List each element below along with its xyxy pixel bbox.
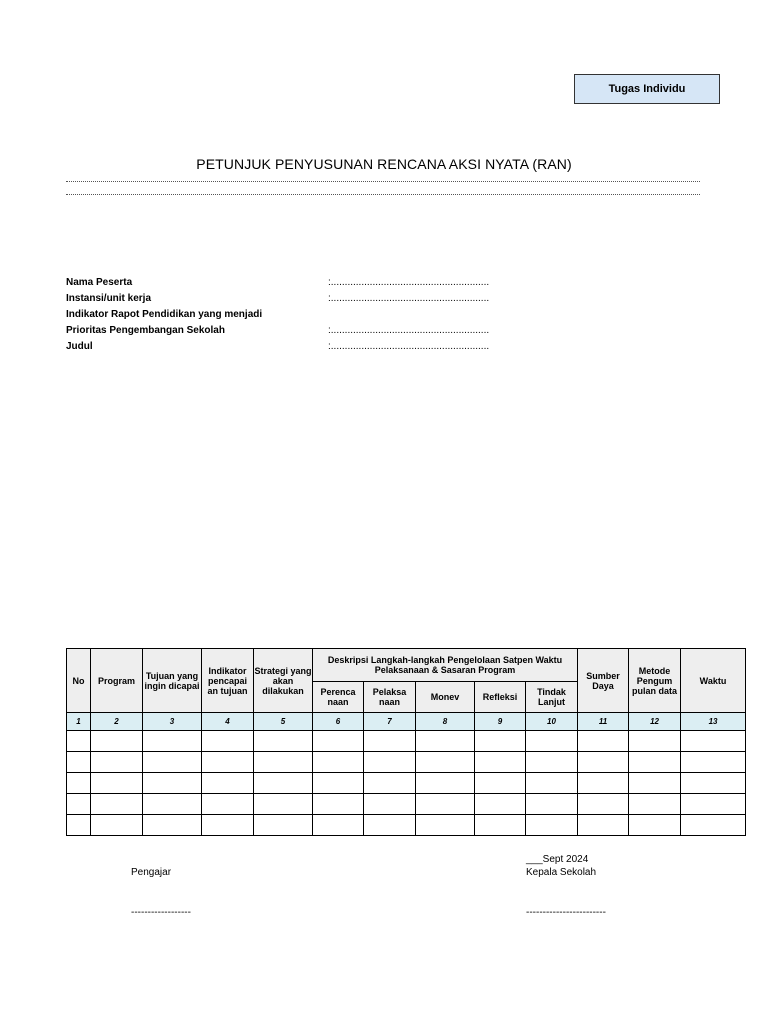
header-monev: Monev xyxy=(416,682,475,713)
table-cell xyxy=(629,773,681,794)
field-value: :......................................................... xyxy=(328,325,490,336)
table-cell xyxy=(67,752,91,773)
field-value: :......................................................... xyxy=(328,277,490,288)
table-cell xyxy=(254,731,313,752)
column-number: 6 xyxy=(313,713,364,731)
field-label: Prioritas Pengembangan Sekolah xyxy=(66,325,225,336)
field-label: Indikator Rapot Pendidikan yang menjadi xyxy=(66,309,263,320)
table-cell xyxy=(143,731,202,752)
table-cell xyxy=(67,773,91,794)
table-cell xyxy=(67,731,91,752)
table-cell xyxy=(416,794,475,815)
column-number: 7 xyxy=(364,713,416,731)
table-cell xyxy=(629,731,681,752)
table-cell xyxy=(254,794,313,815)
header-indikator: Indikator pencapai an tujuan xyxy=(202,649,254,713)
table-cell xyxy=(416,815,475,836)
column-number: 9 xyxy=(475,713,526,731)
field-value: :......................................................... xyxy=(328,341,490,352)
header-deskripsi: Deskripsi Langkah-langkah Pengelolaan Satpen Waktu Pelaksanaan & Sasaran Program xyxy=(313,649,578,682)
ran-table xyxy=(66,648,746,836)
header-program: Program xyxy=(91,649,143,713)
table-cell xyxy=(91,752,143,773)
table-cell xyxy=(416,731,475,752)
table-cell xyxy=(475,815,526,836)
table-cell xyxy=(526,752,578,773)
signature-left-title: Pengajar xyxy=(131,867,172,878)
table-cell xyxy=(364,794,416,815)
table-cell xyxy=(313,731,364,752)
table-row xyxy=(67,815,746,836)
table-cell xyxy=(681,773,746,794)
table-cell xyxy=(526,815,578,836)
dotted-line-2 xyxy=(66,194,700,195)
table-cell xyxy=(313,815,364,836)
table-cell xyxy=(67,815,91,836)
table-cell xyxy=(143,752,202,773)
table-cell xyxy=(526,794,578,815)
table-cell xyxy=(629,794,681,815)
table-cell xyxy=(526,773,578,794)
table-cell xyxy=(578,731,629,752)
header-waktu: Waktu xyxy=(681,649,746,713)
page-title: PETUNJUK PENYUSUNAN RENCANA AKSI NYATA (RAN) xyxy=(196,156,572,172)
header-pelaksanaan: Pelaksa naan xyxy=(364,682,416,713)
header-tindak-lanjut: Tindak Lanjut xyxy=(526,682,578,713)
field-label: Nama Peserta xyxy=(66,277,133,288)
field-value: :......................................................... xyxy=(328,293,490,304)
signature-right-line: ------------------------ xyxy=(526,907,606,918)
column-number: 10 xyxy=(526,713,578,731)
header-perencanaan: Perenca naan xyxy=(313,682,364,713)
table-cell xyxy=(143,773,202,794)
column-number: 3 xyxy=(143,713,202,731)
table-cell xyxy=(526,731,578,752)
header-metode: Metode Pengum pulan data xyxy=(629,649,681,713)
column-number: 8 xyxy=(416,713,475,731)
task-badge: Tugas Individu xyxy=(574,74,720,104)
table-cell xyxy=(475,773,526,794)
table-cell xyxy=(91,773,143,794)
table-cell xyxy=(681,815,746,836)
table-cell xyxy=(475,752,526,773)
table-cell xyxy=(681,794,746,815)
field-label: Instansi/unit kerja xyxy=(66,293,152,304)
table-cell xyxy=(143,794,202,815)
table-cell xyxy=(202,731,254,752)
table-cell xyxy=(143,815,202,836)
table-row xyxy=(67,752,746,773)
table-cell xyxy=(578,815,629,836)
table-cell xyxy=(364,773,416,794)
column-number-row xyxy=(67,713,746,731)
table-cell xyxy=(364,815,416,836)
table-row xyxy=(67,731,746,752)
table-cell xyxy=(202,773,254,794)
header-strategi: Strategi yang akan dilakukan xyxy=(254,649,313,713)
signature-right-title: Kepala Sekolah xyxy=(526,867,597,878)
table-cell xyxy=(578,773,629,794)
table-cell xyxy=(416,773,475,794)
table-cell xyxy=(254,773,313,794)
table-cell xyxy=(313,752,364,773)
table-cell xyxy=(313,794,364,815)
table-row xyxy=(67,773,746,794)
table-header-row xyxy=(67,649,746,682)
header-tujuan: Tujuan yang ingin dicapai xyxy=(143,649,202,713)
header-no: No xyxy=(67,649,91,713)
signature-left-line: ------------------ xyxy=(131,907,191,918)
table-cell xyxy=(202,752,254,773)
table-cell xyxy=(578,752,629,773)
table-cell xyxy=(202,815,254,836)
column-number: 2 xyxy=(91,713,143,731)
signature-date: ___Sept 2024 xyxy=(526,854,589,865)
column-number: 1 xyxy=(67,713,91,731)
header-sumber-daya: Sumber Daya xyxy=(578,649,629,713)
column-number: 11 xyxy=(578,713,629,731)
column-number: 5 xyxy=(254,713,313,731)
table-cell xyxy=(364,731,416,752)
column-number: 12 xyxy=(629,713,681,731)
table-row xyxy=(67,794,746,815)
table-cell xyxy=(67,794,91,815)
column-number: 13 xyxy=(681,713,746,731)
table-cell xyxy=(629,815,681,836)
table-cell xyxy=(681,731,746,752)
table-cell xyxy=(254,815,313,836)
column-number: 4 xyxy=(202,713,254,731)
table-cell xyxy=(364,752,416,773)
table-cell xyxy=(681,752,746,773)
table-cell xyxy=(475,731,526,752)
table-cell xyxy=(578,794,629,815)
table-cell xyxy=(313,773,364,794)
table-cell xyxy=(91,731,143,752)
table-cell xyxy=(475,794,526,815)
table-cell xyxy=(91,794,143,815)
field-label: Judul xyxy=(66,341,93,352)
table-cell xyxy=(91,815,143,836)
table-cell xyxy=(202,794,254,815)
table-cell xyxy=(629,752,681,773)
table-cell xyxy=(416,752,475,773)
table-cell xyxy=(254,752,313,773)
dotted-line-1 xyxy=(66,181,700,182)
header-refleksi: Refleksi xyxy=(475,682,526,713)
